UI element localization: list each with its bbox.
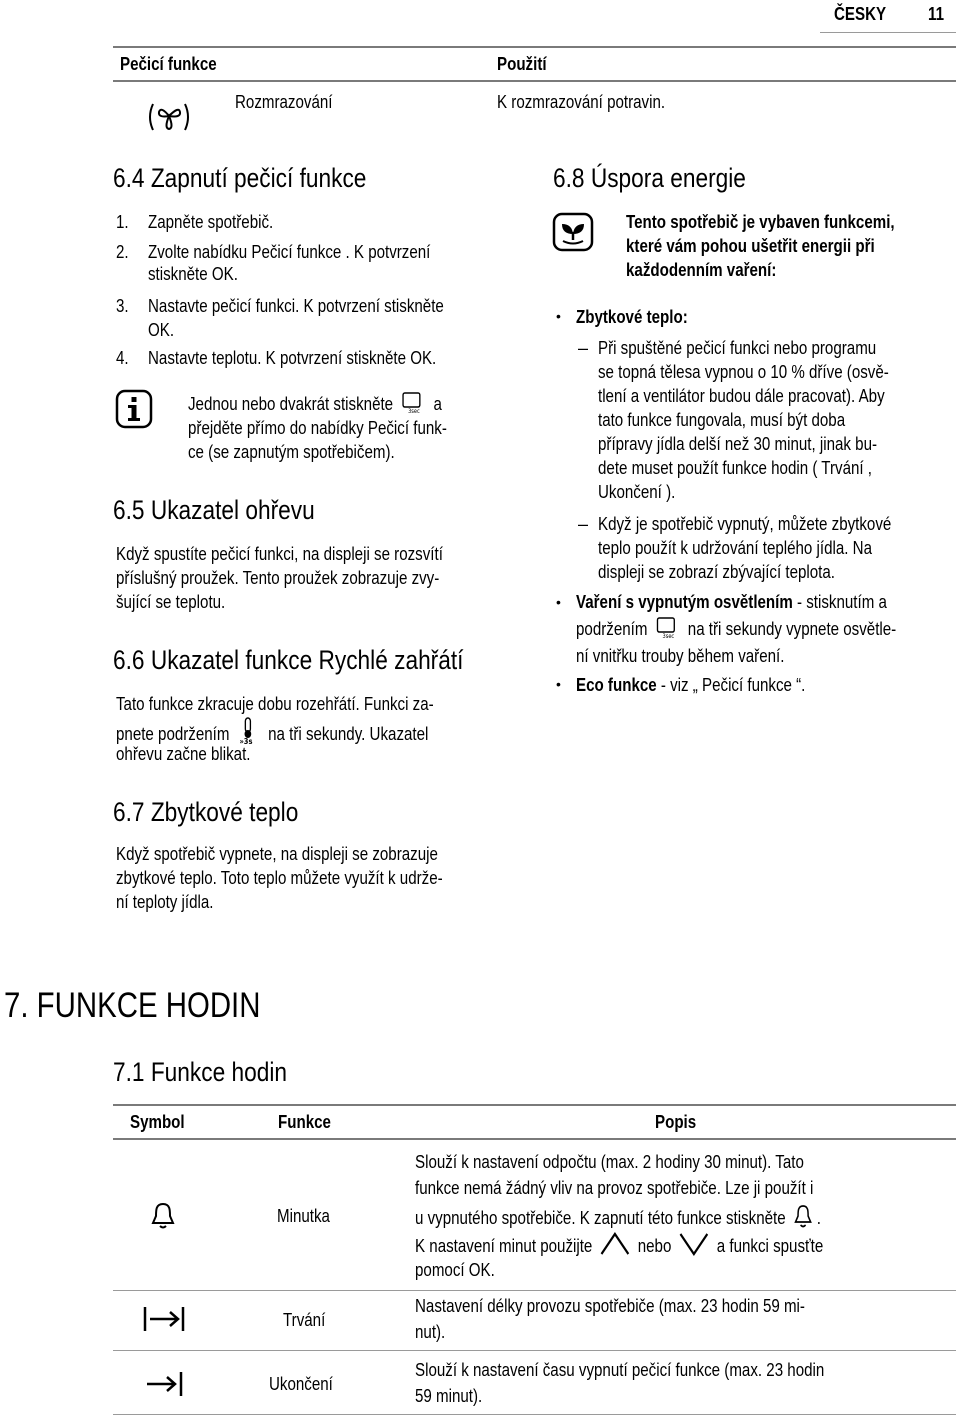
dash-text: tlení a ventilátor budou dále pracovat). Aby: [598, 386, 885, 406]
row-divider: [113, 1414, 956, 1415]
table-top-rule: [113, 46, 956, 48]
col-header-function: Funkce: [278, 1112, 331, 1132]
page-number: 11: [928, 4, 944, 24]
step-text: stiskněte OK.: [148, 264, 238, 284]
section-6-7-title: 6.7 Zbytkové teplo: [113, 797, 299, 827]
dash-text: Ukončení ).: [598, 482, 676, 502]
bullet-line: podržením 3sec na tři sekundy vypnete osvětle-: [576, 619, 897, 641]
bullet-line: Eco funkce - viz „ Pečicí funkce “.: [576, 675, 806, 695]
step-number: 1.: [116, 212, 129, 232]
info-note-line: přejděte přímo do nabídky Pečicí funk-: [188, 418, 447, 438]
eco-intro-line: které vám pohou ušetřit energii při: [626, 236, 875, 256]
bell-icon: [793, 1204, 813, 1228]
step-text: OK.: [148, 320, 175, 340]
paragraph-line: ní teploty jídla.: [116, 892, 214, 912]
dash-text: tato funkce fungovala, musí být doba: [598, 410, 846, 430]
description-line: Nastavení délky provozu spotřebiče (max. 23 hodin 59 mi-: [415, 1296, 805, 1316]
dash-text: se topná tělesa vypnou o 10 % dříve (osvě-: [598, 362, 889, 382]
section-6-5-title: 6.5 Ukazatel ohřevu: [113, 495, 315, 525]
arrow-up-icon: [600, 1232, 630, 1256]
clock-function-name: Minutka: [277, 1206, 330, 1226]
section-7-1-title: 7.1 Funkce hodin: [113, 1057, 287, 1087]
dash-marker: –: [578, 338, 589, 358]
description-line: 59 minut).: [415, 1386, 483, 1406]
chapter-7-title: 7. FUNKCE HODIN: [4, 986, 261, 1025]
svg-text:»3s: »3s: [239, 736, 253, 747]
col-header-description: Popis: [655, 1112, 697, 1132]
description-line: u vypnutého spotřebiče. K zapnutí této funkce stiskněte .: [415, 1204, 821, 1230]
col-header-function: Pečicí funkce: [120, 54, 217, 74]
dash-text: Když je spotřebič vypnutý, můžete zbytkové: [598, 514, 892, 534]
step-number: 3.: [116, 296, 129, 316]
paragraph-line: Tato funkce zkracuje dobu rozehřátí. Funkci za-: [116, 694, 434, 714]
step-text: Nastavte pečicí funkci. K potvrzení stiskněte: [148, 296, 444, 316]
section-6-8-title: 6.8 Úspora energie: [553, 163, 746, 193]
function-name: Rozmrazování: [235, 92, 333, 112]
row-divider: [113, 1350, 956, 1351]
paragraph-line: Když spustíte pečicí funkci, na displeji se rozsvítí: [116, 544, 443, 564]
info-note-line: Jednou nebo dvakrát stiskněte 3sec a: [188, 394, 442, 416]
col-header-symbol: Symbol: [130, 1112, 185, 1132]
description-line: funkce nemá žádný vliv na provoz spotřebiče. Lze ji použít i: [415, 1178, 814, 1198]
bullet-marker: •: [556, 594, 561, 610]
clock-function-name: Trvání: [283, 1310, 326, 1330]
paragraph-line: příslušný proužek. Tento proužek zobrazuje zvy-: [116, 568, 440, 588]
paragraph-line: pnete podržením »3s na tři sekundy. Ukazatel: [116, 718, 428, 746]
dash-text: teplo použít k udržování teplého jídla. Na: [598, 538, 873, 558]
arrow-down-icon: [679, 1232, 709, 1256]
function-use: K rozmrazování potravin.: [497, 92, 666, 112]
dash-text: displeji se zobrazí zbývající teplota.: [598, 562, 835, 582]
info-note-line: ce (se zapnutým spotřebičem).: [188, 442, 395, 462]
col-header-use: Použití: [497, 54, 547, 74]
step-number: 4.: [116, 348, 129, 368]
table-top-rule: [113, 1104, 956, 1106]
dash-text: Při spuštěné pečicí funkci nebo programu: [598, 338, 877, 358]
duration-icon: [142, 1305, 186, 1333]
step-number: 2.: [116, 242, 129, 262]
svg-text:3sec: 3sec: [662, 633, 675, 641]
table-header-rule: [113, 80, 956, 82]
description-line: K nastavení minut použijte nebo a funkci spusťte: [415, 1232, 823, 1258]
description-line: Slouží k nastavení času vypnutí pečicí funkce (max. 23 hodin: [415, 1360, 825, 1380]
header-divider: [820, 32, 956, 33]
paragraph-line: ohřevu začne blikat.: [116, 744, 251, 764]
step-text: Nastavte teplotu. K potvrzení stiskněte OK.: [148, 348, 437, 368]
menu-key-icon: [401, 392, 426, 414]
language-label: ČESKY: [834, 4, 887, 24]
dash-text: přípravy jídla delší než 30 minut, jinak bu-: [598, 434, 878, 454]
bullet-line: ní vnitřku trouby během vaření.: [576, 646, 785, 666]
dash-marker: –: [578, 514, 589, 534]
bullet-marker: •: [556, 676, 561, 692]
paragraph-line: Když spotřebič vypnete, na displeji se zobrazuje: [116, 844, 438, 864]
eco-intro-line: Tento spotřebič je vybaven funkcemi,: [626, 212, 895, 232]
info-icon: [116, 390, 152, 428]
bell-icon: [151, 1202, 175, 1230]
defrost-fan-icon: [147, 102, 195, 132]
section-6-4-title: 6.4 Zapnutí pečicí funkce: [113, 163, 367, 193]
eco-intro-line: každodenním vaření:: [626, 260, 777, 280]
description-line: Slouží k nastavení odpočtu (max. 2 hodiny 30 minut). Tato: [415, 1152, 804, 1172]
clock-function-name: Ukončení: [269, 1374, 333, 1394]
end-time-icon: [145, 1370, 185, 1398]
step-text: Zvolte nabídku Pečicí funkce . K potvrzení: [148, 242, 431, 262]
paragraph-line: šující se teplotu.: [116, 592, 226, 612]
description-line: nut).: [415, 1322, 446, 1342]
menu-key-icon: [655, 617, 680, 639]
bullet-title: Zbytkové teplo:: [576, 307, 688, 327]
dash-text: dete muset použít funkce hodin ( Trvání ,: [598, 458, 872, 478]
bullet-line: Vaření s vypnutým osvětlením - stisknutím a: [576, 592, 887, 612]
section-6-6-title: 6.6 Ukazatel funkce Rychlé zahřátí: [113, 645, 464, 675]
row-divider: [113, 1290, 956, 1291]
fast-heat-icon: [237, 718, 261, 747]
paragraph-line: zbytkové teplo. Toto teplo můžete využít k udrže-: [116, 868, 443, 888]
step-text: Zapněte spotřebič.: [148, 212, 274, 232]
description-line: pomocí OK.: [415, 1260, 495, 1280]
eco-leaf-icon: [553, 213, 593, 251]
table-header-rule: [113, 1138, 956, 1140]
bullet-marker: •: [556, 308, 561, 324]
svg-text:3sec: 3sec: [408, 408, 420, 416]
